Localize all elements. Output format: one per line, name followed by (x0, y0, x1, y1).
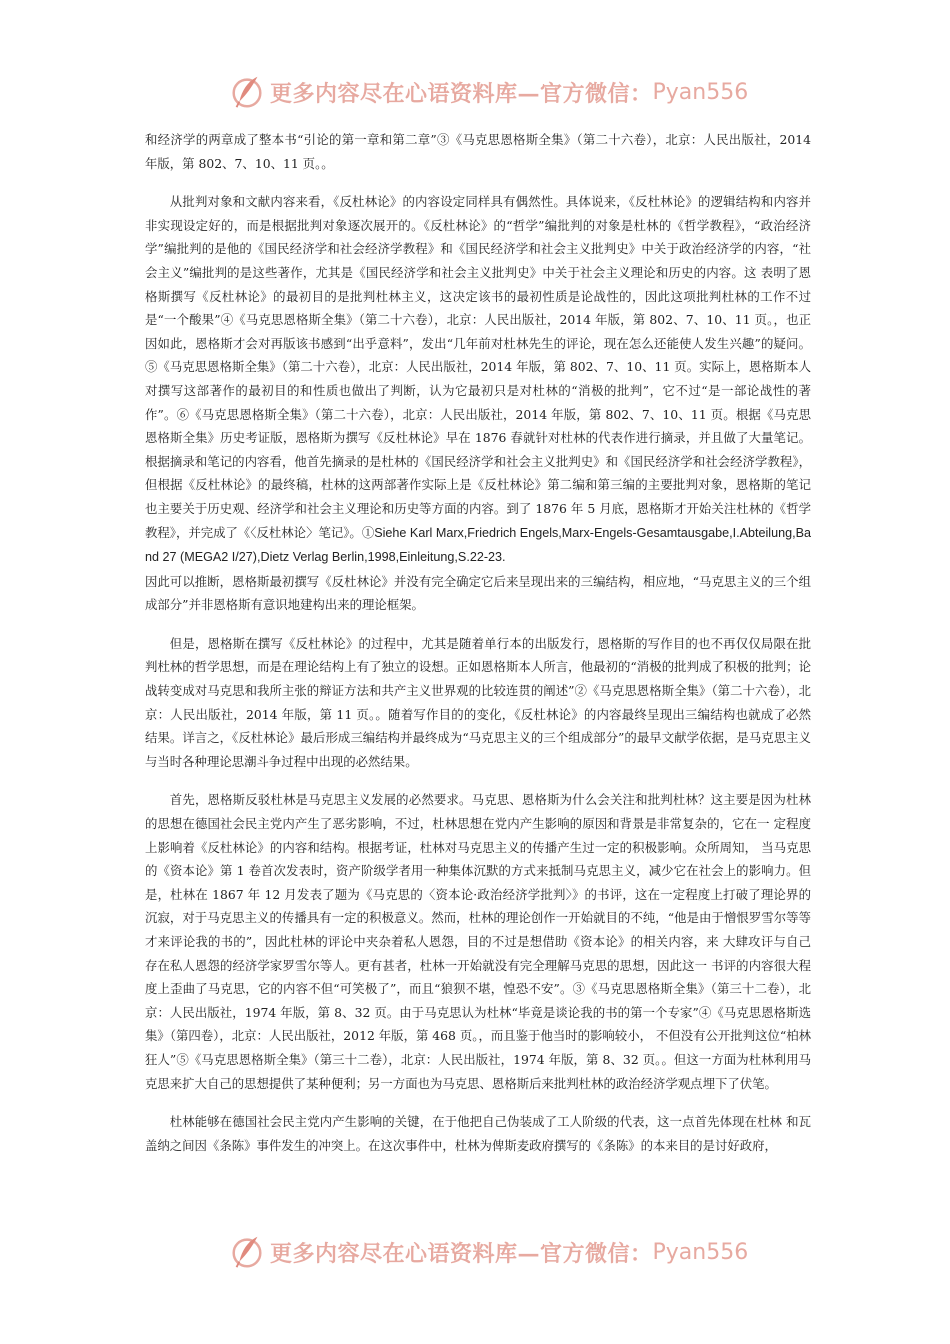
feather-quill-logo-icon (228, 1233, 266, 1271)
header-watermark-banner (0, 72, 950, 112)
paragraph-2-conclusion: 因此可以推断，恩格斯最初撰写《反杜林论》并没有完全确定它后来呈现出来的三编结构，相应地，“马克思主义的三个组成部分”并非恩格斯有意识地建构出来的理论框架。 (145, 573, 811, 613)
banner-wechat-id: Pyan556 (652, 1239, 749, 1265)
document-body (145, 128, 811, 1172)
banner-inner (228, 72, 748, 112)
paragraph-2 (145, 190, 811, 617)
banner-text: 更多内容尽在心语资料库—官方微信： (270, 80, 653, 107)
paragraph-4: 首先，恩格斯反驳杜林是马克思主义发展的必然要求。马克思、恩格斯为什么会关注和批判杜林？这主要是因为杜林的思想在德国社会民主党内产生了恶劣影响，不过，杜林思想在党内产生影响的原因和背景是非常复杂的，它在一 定程度上影响着《反杜林论》的内容和结构。根据考证，杜林对马克思主义的传播产生过一定的积极影响。众所周知， 当马克思的《资本论》第 1 卷首次发表时，资产阶级学者用一种集体沉默的方式来抵制马克思主义，减少它在社会上的影响力。但是，杜林在 1867 年 12 月发表了题为《马克思的〈资本论·政治经济学批判〉》的书评，这在一定程度上打破了理论界的沉寂，对于马克思主义的传播具有一定的积极意义。然而，杜林的理论创作一开始就目的不纯，“他是由于憎恨罗雪尔等等才来评论我的书的”，因此杜林的评论中夹杂着私人恩怨，目的不过是想借助《资本论》的相关内容，来 大肆攻讦与自己存在私人恩怨的经济学家罗雪尔等人。更有甚者，杜林一开始就没有完全理解马克思的思想，因此这一 书评的内容很大程度上歪曲了马克思，它的内容不但“可笑极了”，而且“狼狈不堪，惶恐不安”。③《马克思恩格斯全集》（第三十二卷），北京：人民出版社，1974 年版，第 8、32 页。由于马克思认为杜林“毕竟是谈论我的书的第一个专家”④《马克思恩格斯选集》（第四卷），北京：人民出版社，2012 年版，第 468 页。，而且鉴于他当时的影响较小， 不但没有公开批判这位“柏林狂人”⑤《马克思恩格斯全集》（第三十二卷），北京：人民出版社，1974 年版，第 8、32 页。。但这一方面为杜林利用马克思来扩大自己的思想提供了某种便利；另一方面也为马克思、恩格斯后来批判杜林的政治经济学观点埋下了伏笔。 (145, 792, 811, 1091)
paragraph-5: 杜林能够在德国社会民主党内产生影响的关键，在于他把自己伪装成了工人阶级的代表，这一点首先体现在杜林 和瓦盖纳之间因《条陈》事件发生的冲突上。在这次事件中，杜林为俾斯麦政府撰写的《条陈》的本来目的是讨好政府， (145, 1114, 811, 1153)
banner-wechat-id: Pyan556 (652, 79, 749, 105)
paragraph-3: 但是，恩格斯在撰写《反杜林论》的过程中，尤其是随着单行本的出版发行，恩格斯的写作目的也不再仅仅局限在批判杜林的哲学思想，而是在理论结构上有了独立的设想。正如恩格斯本人所言，他最初的“消极的批判成了积极的批判；论战转变成对马克思和我所主张的辩证方法和共产主义世界观的比较连贯的阐述”②《马克思恩格斯全集》（第二十六卷），北京：人民出版社，2014 年版，第 11 页。。随着写作目的的变化，《反杜林论》的内容最终呈现出三编结构也就成了必然结果。详言之，《反杜林论》最后形成三编结构并最终成为“马克思主义的三个组成部分”的最早文献学依据，是马克思主义与当时各种理论思潮斗争过程中出现的必然结果。 (145, 635, 811, 769)
feather-quill-logo-icon (228, 73, 266, 111)
paragraph-1: 和经济学的两章成了整本书“引论的第一章和第二章”③《马克思恩格斯全集》（第二十六卷），北京：人民出版社，2014 年版，第 802、7、10、11 页。。 (145, 132, 811, 171)
banner-inner (228, 1232, 748, 1272)
banner-text: 更多内容尽在心语资料库—官方微信： (270, 1240, 653, 1267)
paragraph-2-text: 从批判对象和文献内容来看，《反杜林论》的内容设定同样具有偶然性。具体说来，《反杜林论》的逻辑结构和内容并非实现设定好的，而是根据批判对象逐次展开的。《反杜林论》的“哲学”编批判的对象是杜林的《哲学教程》，“政治经济学”编批判的是他的《国民经济学和社会经济学教程》和《国民经济学和社会主义批判史》中关于政治经济学的内容，“社会主义”编批判的是这些著作，尤其是《国民经济学和社会主义批判史》中关于社会主义理论和历史的内容。这 表明了恩格斯撰写《反杜林论》的最初目的是批判杜林主义，这决定该书的最初性质是论战性的，因此这项批判杜林的工作不过是“一个酸果”④《马克思恩格斯全集》（第二十六卷），北京：人民出版社，2014 年版，第 802、7、10、11 页。，也正因如此，恩格斯才会对再版该书感到“出乎意料”，发出“几年前对杜林先生的评论，现在怎么还能使人发生兴趣”的疑问。⑤《马克思恩格斯全集》（第二十六卷），北京：人民出版社，2014 年版，第 802、7、10、11 页。实际上，恩格斯本人对撰写这部著作的最初目的和性质也做出了判断，认为它最初只是对杜林的“消极的批判”，它不过“是一部论战性的著作”。⑥《马克思恩格斯全集》（第二十六卷），北京：人民出版社，2014 年版，第 802、7、10、11 页。根据《马克思恩格斯全集》历史考证版，恩格斯为撰写《反杜林论》早在 1876 春就针对杜林的代表作进行摘录，并且做了大量笔记。根据摘录和笔记的内容看，他首先摘录的是杜林的《国民经济学和社会主义批判史》和《国民经济学和社会经济学教程》，但根据《反杜林论》的最终稿，杜林的这两部著作实际上是《反杜林论》第二编和第三编的主要批判对象，恩格斯的笔记也主要关于历史观、经济学和社会主义理论和历史等方面的内容。到了 1876 年 5 月底，恩格斯才开始关注杜林的《哲学教程》，并完成了《〈反杜林论〉笔记》。① (145, 194, 811, 540)
footnote-mega-citation: Siehe Karl Marx,Friedrich Engels,Marx-Engels-Gesamtausgabe,I.Abteilung,Band 27 (MEGA2 I/27),Dietz Verlag Berlin,1998,Einleitung,S.22-23. (145, 525, 812, 565)
footer-watermark-banner (0, 1232, 950, 1272)
